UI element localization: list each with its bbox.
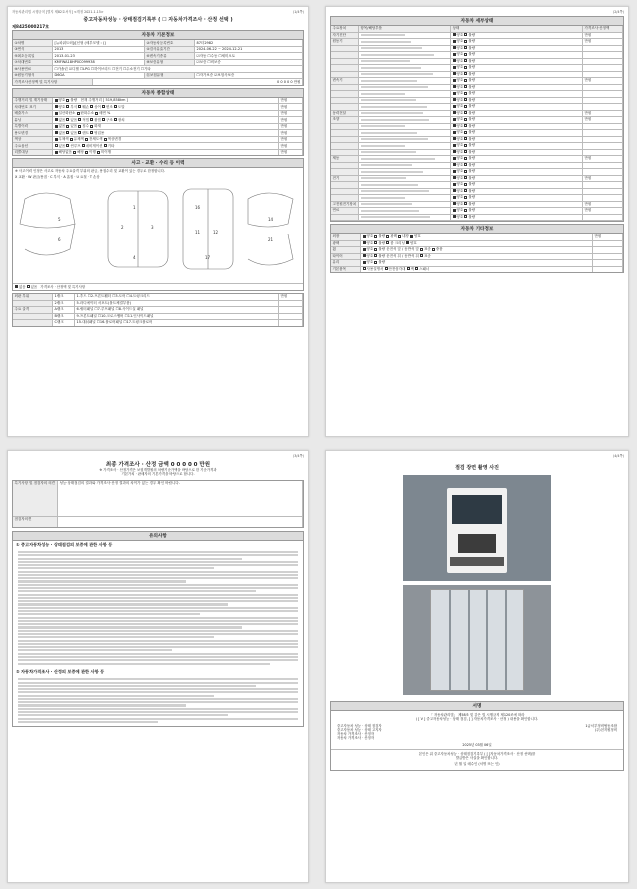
rank-parts: 5.라디에이터 서포트(볼트체결부품) [75,301,279,307]
truck-cargo-box [430,589,525,690]
rank-parts: 1.후드 ☐2.프론트휀더 ☐3.도어 ☐4.트렁크리드 [75,294,279,300]
exterior-label: 휠 [331,247,361,253]
truck-cab [447,488,506,573]
exterior-table: 자동차 기타정보 외장 양호 불량 광택 내장 양호 만원 광택 양호 불량 룸 크리닝 양호 휠 양호 불량 운전석 앞 / 동반석 앞 표준 중품 타이어 양호 불량 운전석 뒤 / 동반석 뒤 표준 유리 양호 불량 기본품목 사용설명서 안전삼각대 잭 스패너 [330,224,624,273]
special-text: 성능·상태점검의 결과와 가격조사·산정 결과의 차이가 있는 경우 확인 바랍니다. [58,481,303,516]
signature-section [330,701,624,771]
svg-text:12: 12 [213,229,219,235]
inspection-period: 2024-06-22 ~ 2024-12-21 [195,47,303,53]
page-title: 중고자동차성능 · 상태점검기록부 ( ☐ 자동차가격조사 · 산정 선택 ) [83,17,233,23]
group-label: 자기진단 [331,33,359,39]
page-number: (4/4쪽) [612,454,624,458]
plate-number: 87더2982 [195,40,303,46]
group-label: 조향 [331,117,359,123]
svg-text:14: 14 [268,216,274,222]
field-label: ①차명 [13,40,53,46]
col-header: 가격조사·산정액 [583,26,623,32]
detail-row: 전기 양호 불량 만원 [331,176,623,183]
special-label: 특기사항 및 점검자의 의견 [13,481,58,516]
price-unit: 만원 [583,202,623,208]
detail-row: 양호 불량 [331,130,623,137]
basic-info-title: 자동차 기본정보 [13,31,303,40]
detail-row: 양호 불량 [331,91,623,98]
detail-row: 조향 양호 불량 만원 [331,117,623,124]
status-label: 특별이력 [13,124,53,130]
page-2 [325,6,629,437]
svg-text:4: 4 [133,254,136,260]
field-label: ⑥변속기종류 [145,53,195,59]
car-outline-top-left [20,193,75,228]
detail-row: 양호 불량 [331,182,623,189]
detail-row: 양호 불량 [331,150,623,157]
group-label: 원동기 [331,39,359,45]
rank-parts: 15.대쉬패널 ☐16.플로어패널 ☐17.트렁크플로어 [75,320,279,326]
special-notes-table [12,480,304,528]
mileage: 519,858km [105,98,126,103]
price-unit: 만원 [583,176,623,182]
svg-text:3: 3 [151,224,154,230]
rank-parts: 9.프론트패널 ☐10.크로스멤버 ☐11.인사이드패널 [75,314,279,320]
rank-label: 1랭크 [53,294,75,300]
warranty-type: ☑보증 ☐비보증 [195,60,303,66]
svg-text:2: 2 [121,224,124,230]
rank-label: 2랭크 [53,301,75,307]
page-number: (2/4쪽) [612,10,624,14]
detail-row: 양호 불량 [331,65,623,72]
detail-row: 양호 불량 [331,195,623,202]
fuel-type: ☐가솔린 ☑디젤 ☐LPG ☐하이브리드 ☐전기 ☐수소전기 ☐기타 [53,66,303,72]
field-label: ⑨사용연료 [13,66,53,72]
signer-role: 중고자동차 성능 · 상태 고지자 [337,727,382,732]
frame-rank-table: 외판 부위 1랭크 1.후드 ☐2.프론트휀더 ☐3.도어 ☐4.트렁크리드 만원 2랭크 5.라디에이터 서포트(볼트체결부품) 주요 골격 A랭크 6.쿼터패널 ☐7.루프패널 ☐8.사이드실 패널 B랭크 9.프론트패널 ☐10.크로스멤버 ☐11.인사이드패널 C랭크 15.대쉬패널 ☐16.플로어패널 ☐17.트렁크플로어 [12,293,304,327]
exterior-title: 자동차 기타정보 [331,225,623,234]
status-title: 자동차 종합상태 [13,89,303,98]
price-unit: 만원 [279,294,303,300]
signer-name: 1급서부정비협동조합 [585,723,617,728]
signer-role: 자동차 가격조사 · 산정자 [337,736,375,741]
notice-box [12,531,304,728]
group-label: 전기 [331,176,359,182]
photo-title: 점검 장면 촬영 사진 [455,465,499,471]
accident-section: 사고 · 교환 · 수리 등 이력 ※ 사고이력 인정은 사고로 자동차 주요골격 부위의 판금, 용접수리 및 교환이 있는 경우로 한정합니다. X 교환 · W 판금/용접 · C 부식 · A 흠집 · U 요철 · T 손상 1 2 3 4 16 11 12 17 5 6 14 21 없음 있음 가격조사 · 산정액 및 특기사항 [12,158,304,291]
detail-rows [331,33,623,222]
group-label: 변속기 [331,78,359,84]
detail-table [330,16,624,222]
detail-title: 자동차 세부상태 [331,17,623,26]
record-number: 제8425000217호 [12,24,50,29]
sign-date: 2025년 03월 06일 [462,742,492,747]
price-unit: 만원 [583,33,623,39]
detail-row: 변속기 양호 불량 만원 [331,78,623,85]
field-label: ③연식 [13,47,53,53]
signer-role: 자동차 가격조사 · 산정자 [337,732,375,736]
status-label: 색상 [13,137,53,143]
col-header: 항목/해당부품 [359,26,451,32]
group-label: 제동 [331,156,359,162]
truck-front-photo [403,475,551,581]
price-unit: 만원 [583,78,623,84]
svg-text:16: 16 [195,204,201,210]
price-unit: 만원 [583,111,623,117]
exterior-label: 기본품목 [331,267,361,273]
field-label: 가격조사산정액 및 특기사항 [13,79,93,85]
detail-row: 양호 불량 [331,143,623,150]
exterior-label: 외장 [331,234,361,240]
status-label: 튜닝 [13,117,53,123]
price-unit: 만원 [583,156,623,162]
status-label: 리콜대상 [13,150,53,156]
svg-text:11: 11 [195,229,201,235]
price-unit: 만원 [583,208,623,214]
page-1 [7,6,309,437]
accident-legend: X 교환 · W 판금/용접 · C 부식 · A 흠집 · U 요철 · T 손상 [15,174,100,179]
detail-row: 양호 불량 [331,163,623,170]
accident-title: 사고 · 교환 · 수리 등 이력 [13,159,303,168]
price-unit: 만원 [583,39,623,45]
confirm-label: 점검자의견 [13,517,58,527]
col-header: 주요장치 [331,26,359,32]
accident-note: ※ 사고이력 인정은 사고로 자동차 주요골격 부위의 판금, 용접수리 및 교환이 있는 경우로 한정합니다. [15,169,166,174]
notice-body-1 [13,548,303,668]
svg-text:17: 17 [205,254,211,260]
notice-section-2: ② 자동차가격조사 · 산정의 보증에 관한 사항 등 [16,668,105,674]
svg-text:21: 21 [268,236,274,242]
rank-label: A랭크 [53,307,75,313]
detail-row: 양호 불량 [331,169,623,176]
field-label: ⑦차대번호 [13,60,53,66]
price-note-2: 기본가치 · 판매자의 기본가격을 바탕으로 합니다. [121,472,195,477]
detail-row: 양호 불량 [331,85,623,92]
status-label: 차대번호 표기 [13,104,53,110]
svg-text:5: 5 [58,216,61,222]
status-label: 주행거리 및 계기상태 [13,98,53,104]
field-label: ⑧보증유형 [145,60,195,66]
field-label: ⑩원동기형식 [13,73,53,79]
detail-row: 양호 불량 [331,215,623,222]
receiver-line: 년 월 일 매수인 (서명 또는 인) [454,762,500,767]
rank-label: B랭크 [53,314,75,320]
status-label: 배출가스 [13,111,53,117]
signer-role: 중고자동차 성능 · 상태 점검자 [337,723,382,728]
notice-section-1: ① 중고자동차성능 · 상태점검의 보증에 관한 사항 등 [16,541,113,547]
page-number: (3/4쪽) [292,454,304,458]
field-label: ④검사유효기간 [145,47,195,53]
basic-info-table [12,30,304,86]
price-unit: 만원 [583,117,623,123]
price-amount: 0 0 0 0 0 만원 [93,79,303,85]
page-3 [7,450,309,883]
detail-row: 양호 불량 [331,137,623,144]
group-label: 연료 [331,208,359,214]
detail-row: 양호 불량 [331,98,623,105]
model-year: 2013 [53,47,145,53]
field-label: ②자동차등록번호 [145,40,195,46]
law-text-2: ( [ V ] 중고자동차성능 · 상태 점검, [ ] 자동차가격조사 · 산정 ) 내용을 확인합니다. [415,717,539,722]
law-text: 「 자동차관리법」 제58조 및 같은 법 시행규칙 제120조에 따라 [429,713,525,717]
detail-row: 양호 불량 [331,104,623,111]
detail-row: 양호 불량 [331,72,623,79]
col-header: 상태 [451,26,583,32]
detail-row: 동력전달 양호 불량 만원 [331,111,623,118]
car-name: [뉴파워트럭]/[신형 (세부모델 : )] [53,40,145,46]
vehicle-diagram [13,179,305,279]
receipt-text-2: 발급받은 사실을 확인합니다. [455,756,499,760]
price-note-1: ※ 가격조사 · 산정가격은 보험개발원의 차량기준가액을 바탕으로 한 기준가격과 [99,468,217,472]
signer-name: (주)친지원정비 [594,727,617,732]
rank-label: C랭크 [53,320,75,326]
detail-row: 양호 불량 [331,46,623,53]
exterior-label: 유리 [331,260,361,266]
transmission: ☑자동 ☐수동 ☐세미오토 [195,53,303,59]
sign-title: 서명 [331,702,623,711]
rank-parts: 6.쿼터패널 ☐7.루프패널 ☐8.사이드실 패널 [75,307,279,313]
exterior-label: 타이어 [331,254,361,260]
detail-row: 고전원전기장치 양호 불량 만원 [331,202,623,209]
form-caption: 자동차관리법 시행규칙 [별지 제82호서식] <개정 2021.1.15> [12,10,104,14]
detail-row: 연료 양호 불량 만원 [331,208,623,215]
detail-row: 양호 불량 [331,52,623,59]
insurance-type: ☐자가보증 ☑보험사보증 [195,73,303,79]
receipt-text: 본인은 위 중고자동차성능 · 상태점검기록부 ( [ ]자동차가격조사 · 산정 선택)를 [331,749,623,756]
truck-grill [458,534,496,553]
svg-text:1: 1 [133,204,136,210]
status-label: 주요옵션 [13,143,53,149]
detail-row: 원동기 양호 불량 만원 [331,39,623,46]
first-registration: 2013-01-23 [53,53,145,59]
detail-row: 자기진단 양호 불량 만원 [331,33,623,40]
status-label: 용도변경 [13,130,53,136]
notice-title: 유의사항 [13,532,303,541]
truck-rear-photo [403,585,551,695]
page-number: (1/4쪽) [292,10,304,14]
exterior-label: 광택 [331,241,361,247]
page-4 [325,450,629,883]
final-price-title: 최종 가격조사 · 산정 금액 0 0 0 0 0 만원 [105,462,211,468]
field-label: ⑤최초등록일 [13,53,53,59]
notice-body-2 [13,675,303,726]
detail-row: 제동 양호 불량 만원 [331,156,623,163]
group-label: 고전원전기장치 [331,202,359,208]
status-table: 자동차 종합상태 주행거리 및 계기상태 양호 불량 현재 주행거리 [ 519,858km ] 만원 차대번호 표기 양호 부식 훼손 상이 변조 도말 만원 배출가스 일산화탄소 탄화수소 매연 % 만원 튜닝 없음 있음 적법 불법 구조 장치 만원 특별이력 없음 있음 침수 화재 만원 용도변경 없음 있음 렌트 영업용 만원 색상 무채색 유채색 전체도색 색상변경 만원 주요옵션 있음 썬루프 네비게이션 기타 만원 리콜대상 해당없음 해당 이행 미이행 만원 [12,88,304,157]
car-outline-bottom-left [25,224,75,255]
svg-text:6: 6 [58,236,61,242]
detail-row: 양호 불량 [331,124,623,131]
field-label: ⑪보험유형 [145,73,195,79]
engine-type: D6GA [53,73,145,79]
detail-row: 양호 불량 [331,59,623,66]
detail-row: 양호 불량 [331,189,623,196]
vin: KMFWA18HP0C099938 [53,60,145,66]
truck-bumper [450,557,504,565]
group-label: 동력전달 [331,111,359,117]
truck-windshield [452,495,502,525]
